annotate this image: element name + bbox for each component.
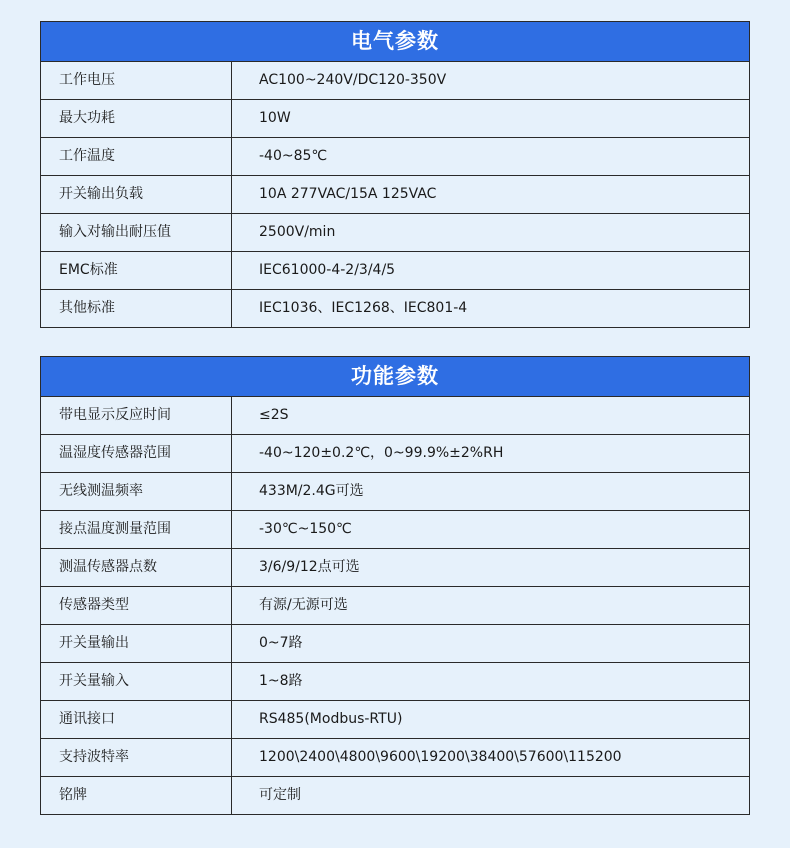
param-label: 输入对输出耐压值 bbox=[41, 214, 232, 251]
param-label: 温湿度传感器范围 bbox=[41, 435, 232, 472]
functional-params-table bbox=[40, 356, 750, 815]
param-label: 工作电压 bbox=[41, 62, 232, 99]
param-value: IEC61000-4-2/3/4/5 bbox=[259, 262, 396, 278]
table-row bbox=[41, 214, 749, 252]
param-value: 433M/2.4G可选 bbox=[259, 483, 364, 499]
table-row bbox=[41, 663, 749, 701]
param-value: ≤2S bbox=[259, 407, 289, 423]
table-row bbox=[41, 701, 749, 739]
param-value: 2500V/min bbox=[259, 224, 336, 240]
table-row bbox=[41, 587, 749, 625]
param-label: 无线测温频率 bbox=[41, 473, 232, 510]
param-value: RS485(Modbus-RTU) bbox=[259, 711, 403, 727]
param-value: 3/6/9/12点可选 bbox=[259, 559, 360, 575]
param-label: 测温传感器点数 bbox=[41, 549, 232, 586]
param-value: -40~120±0.2℃，0~99.9%±2%RH bbox=[259, 445, 504, 461]
table-row bbox=[41, 176, 749, 214]
table-row bbox=[41, 397, 749, 435]
param-label: 支持波特率 bbox=[41, 739, 232, 776]
param-value: AC100~240V/DC120-350V bbox=[259, 72, 447, 88]
table-row bbox=[41, 625, 749, 663]
param-label: 通讯接口 bbox=[41, 701, 232, 738]
param-value: 可定制 bbox=[259, 787, 301, 803]
param-value: 1200\2400\4800\9600\19200\38400\57600\115200 bbox=[259, 749, 622, 765]
param-label: 接点温度测量范围 bbox=[41, 511, 232, 548]
param-value: -30℃~150℃ bbox=[259, 521, 352, 537]
functional-params-title: 功能参数 bbox=[41, 357, 749, 397]
param-value: -40~85℃ bbox=[259, 148, 328, 164]
param-label: 工作温度 bbox=[41, 138, 232, 175]
electrical-params-title: 电气参数 bbox=[41, 22, 749, 62]
table-row bbox=[41, 138, 749, 176]
param-value: IEC1036、IEC1268、IEC801-4 bbox=[259, 300, 468, 316]
param-label: EMC标准 bbox=[41, 252, 232, 289]
table-row bbox=[41, 473, 749, 511]
param-label: 开关量输入 bbox=[41, 663, 232, 700]
table-row bbox=[41, 549, 749, 587]
param-label: 其他标准 bbox=[41, 290, 232, 327]
param-label: 传感器类型 bbox=[41, 587, 232, 624]
table-row bbox=[41, 435, 749, 473]
electrical-params-table bbox=[40, 21, 750, 328]
table-row bbox=[41, 739, 749, 777]
param-value: 10A 277VAC/15A 125VAC bbox=[259, 186, 437, 202]
param-value: 1~8路 bbox=[259, 673, 303, 689]
param-label: 铭牌 bbox=[41, 777, 232, 814]
table-row bbox=[41, 62, 749, 100]
table-row bbox=[41, 511, 749, 549]
table-row bbox=[41, 777, 749, 814]
param-label: 最大功耗 bbox=[41, 100, 232, 137]
table-row bbox=[41, 290, 749, 327]
param-value: 10W bbox=[259, 110, 291, 126]
param-value: 有源/无源可选 bbox=[259, 597, 348, 613]
param-value: 0~7路 bbox=[259, 635, 303, 651]
param-label: 开关输出负载 bbox=[41, 176, 232, 213]
param-label: 带电显示反应时间 bbox=[41, 397, 232, 434]
table-row bbox=[41, 252, 749, 290]
table-row bbox=[41, 100, 749, 138]
param-label: 开关量输出 bbox=[41, 625, 232, 662]
